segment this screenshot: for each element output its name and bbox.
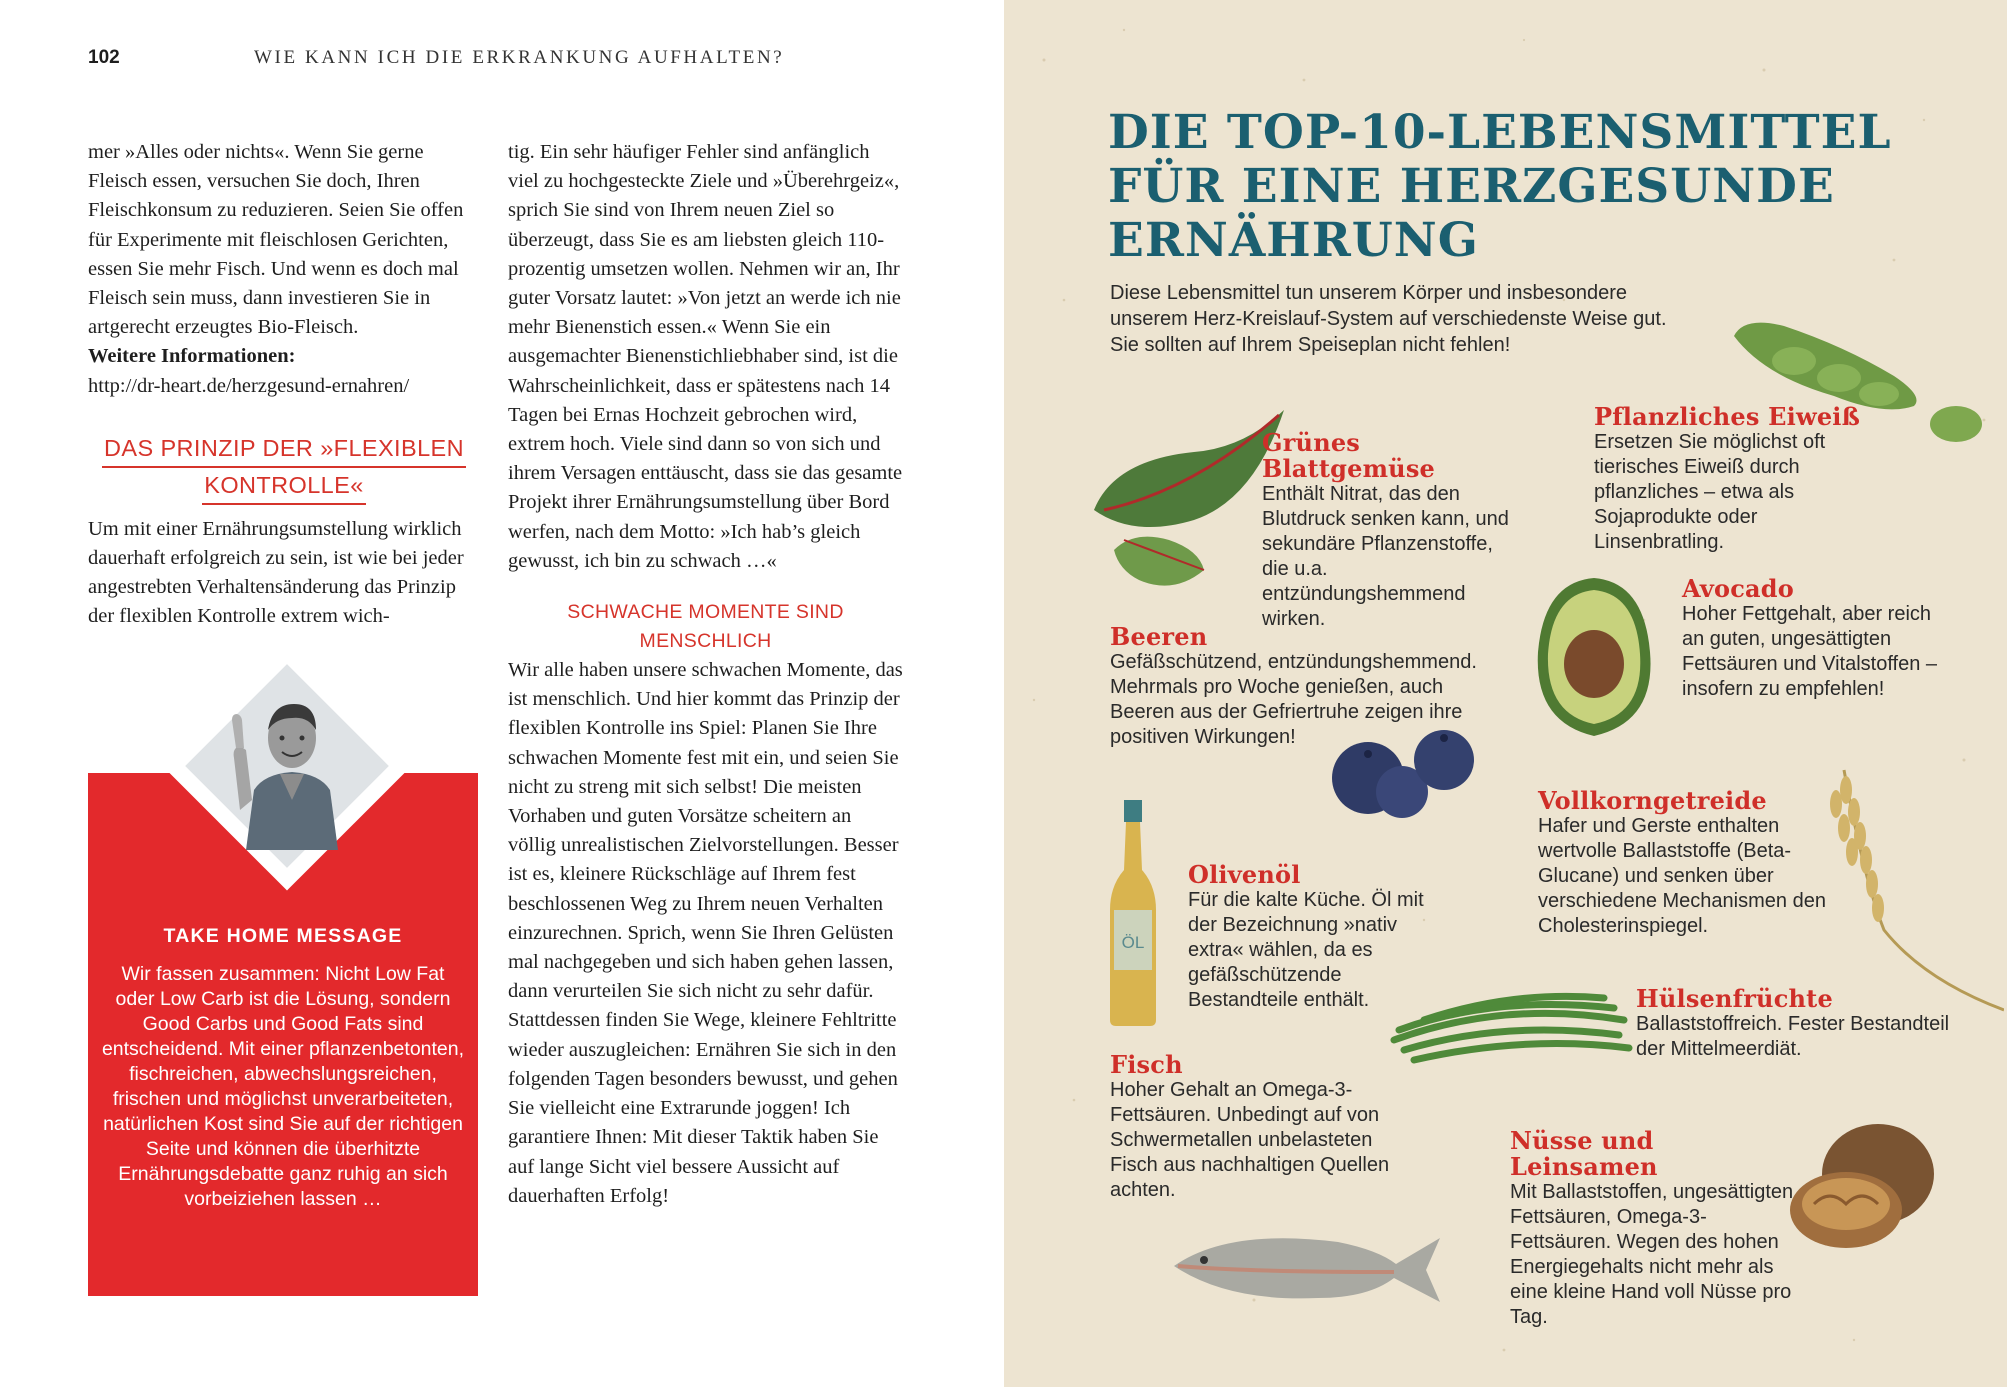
item-text: Ersetzen Sie möglichst oft tierisches Eiweiß durch pflanzliches – etwa als Sojaprodukte oder Linsenbratling. [1594, 431, 1826, 553]
sub-heading [508, 598, 903, 656]
item-heading: Avocado [1682, 574, 1794, 603]
item-legumes [1636, 986, 1956, 1062]
item-heading: Pflanzliches Eiweiß [1594, 402, 1861, 431]
item-fish [1110, 1052, 1410, 1203]
sub-heading-line1: SCHWACHE MOMENTE SIND [567, 601, 844, 624]
intro-paragraph: mer »Alles oder nichts«. Wenn Sie gerne Fleisch essen, versuchen Sie doch, Ihren Fleischkonsum zu reduzieren. Seien Sie offen für Experimente mit fleischlosen Gerichten, essen Sie mehr Fisch. Und wenn es doch mal Fleisch sein muss, dann investieren Sie in artgerecht erzeugtes Bio-Fleisch. [88, 141, 464, 339]
item-text: Mit Ballaststoffen, ungesättigten Fettsäuren, Omega-3-Fettsäuren. Wegen des hohen Energiegehalts nicht mehr als eine kleine Hand voll Nüsse pro Tag. [1510, 1181, 1794, 1328]
item-heading: Olivenöl [1188, 860, 1301, 889]
author-portrait [188, 690, 388, 850]
item-heading: Beeren [1110, 622, 1208, 651]
takehome-text: Wir fassen zusammen: Nicht Low Fat oder Low Carb ist die Lösung, sondern Good Carbs und Good Fats sind entscheidend. Mit einer pflanzenbetonten, fischreichen, abwechslungsreichen, frischen und möglichst unverarbeiteten, natürlichen Kost sind Sie auf der richtigen Seite und können die überhitzte Ernährungsdebatte ganz ruhig an sich vorbeiziehen lassen … [101, 963, 465, 1210]
section-heading-line1: DAS PRINZIP DER »FLEXIBLEN [102, 431, 466, 468]
title-line3: ERNÄHRUNG [1108, 213, 1479, 268]
more-info-link[interactable]: http://dr-heart.de/herzgesund-ernahren/ [88, 374, 410, 397]
section-paragraph: Um mit einer Ernährungsumstellung wirklich dauerhaft erfolgreich zu sein, ist wie bei jeder angestrebten Verhaltensänderung das Prinzip der flexiblen Kontrolle extrem wich- [88, 517, 464, 628]
avocado-icon [1532, 572, 1657, 742]
walnut-icon [1786, 1118, 1936, 1252]
page-number: 102 [88, 47, 120, 68]
item-wholegrain [1538, 788, 1838, 939]
item-text: Hafer und Gerste enthalten wertvolle Ballaststoffe (Beta-Glucane) und senken über verschiedene Mechanismen den Cholesterinspiegel. [1538, 815, 1826, 937]
item-text: Gefäßschützend, entzündungshemmend. Mehrmals pro Woche genießen, auch Beeren aus der Gefriertruhe zeigen ihre positiven Wirkungen! [1110, 651, 1477, 748]
continued-paragraph: tig. Ein sehr häufiger Fehler sind anfänglich viel zu hochgesteckte Ziele und »Überehrgeiz«, sprich Sie sind von Ihrem neuen Ziel so überzeugt, dass Sie es am liebsten gleich 110-prozentig umsetzen wollen. Nehmen wir an, Ihr guter Vorsatz lautet: »Von jetzt an werde ich nie mehr Bienenstich essen.« Wenn Sie ein ausgemachter Bienenstichliebhaber sind, ist die Wahrscheinlichkeit, dass er spätestens nach 14 Tagen bei Ernas Hochzeit gebrochen wird, extrem hoch. Viele sind dann so von sich und ihrem Versagen enttäuscht, dass sie das gesamte Projekt ihrer Ernährungsumstellung über Bord werfen, nach dem Motto: »Ich hab’s gleich gewusst, ich bin zu schwach …« [508, 141, 903, 572]
right-page [1004, 0, 2007, 1387]
item-text: Ballaststoffreich. Fester Bestandteil der Mittelmeerdiät. [1636, 1013, 1950, 1060]
item-nuts [1510, 1128, 1800, 1330]
right-column [508, 138, 903, 1211]
item-avocado [1682, 576, 1938, 702]
title-line2: FÜR EINE HERZGESUNDE [1108, 159, 1835, 214]
olive-oil-bottle-icon [1108, 800, 1158, 1026]
sub-heading-line2: MENSCHLICH [639, 630, 772, 653]
item-berries [1110, 624, 1480, 750]
item-heading: Grünes Blattgemüse [1262, 428, 1436, 483]
title-line1: DIE TOP-10-LEBENSMITTEL [1108, 105, 1892, 160]
item-leafy-greens [1262, 430, 1512, 632]
left-column [88, 138, 480, 632]
bottle-label: ÖL [1121, 933, 1145, 952]
item-olive-oil [1188, 862, 1448, 1013]
sub-paragraph: Wir alle haben unsere schwachen Momente, das ist menschlich. Und hier kommt das Prinzip der flexiblen Kontrolle ins Spiel: Planen Sie Ihre schwachen Momente fest mit ein, und seien Sie nicht zu streng mit sich selbst! Die meisten Vorhaben und guten Vorsätze scheitern an völlig unrealistischen Zielvorstellungen. Besser ist es, kleinere Rückschläge auf Ihrem fest beschlossenen Weg zu Ihrem neuen Verhalten einzurechnen. Sprich, wenn Sie Ihren Gelüsten mal nachgegeben und sich haben gehen lassen, dann verurteilen Sie sich nicht zu sehr dafür. Stattdessen finden Sie Wege, kleinere Fehltritte wieder auszugleichen: Ernähren Sie sich in den folgenden Tagen besonders bewusst, und gehen Sie vielleicht eine Extrarunde joggen! Ich garantiere Ihnen: Mit dieser Taktik haben Sie auf lange Sicht viel bessere Aussicht auf dauerhaften Erfolg! [508, 659, 903, 1207]
takehome-title: TAKE HOME MESSAGE [163, 925, 403, 947]
item-text: Hoher Fettgehalt, aber reich an guten, ungesättigten Fettsäuren und Vitalstoffen – insofern zu empfehlen! [1682, 603, 1937, 700]
item-heading: Vollkorngetreide [1538, 786, 1767, 815]
main-title [1108, 106, 1968, 268]
item-text: Hoher Gehalt an Omega-3-Fettsäuren. Unbedingt auf von Schwermetallen unbelasteten Fisch aus nachhaltigen Quellen achten. [1110, 1079, 1390, 1201]
item-text: Für die kalte Küche. Öl mit der Bezeichnung »nativ extra« wählen, da es gefäßschützende Bestandteile enthält. [1188, 889, 1424, 1011]
running-head: WIE KANN ICH DIE ERKRANKUNG AUFHALTEN? [254, 47, 785, 68]
item-heading: Nüsse und Leinsamen [1510, 1126, 1658, 1181]
more-info-label: Weitere Informationen: [88, 345, 296, 368]
item-heading: Fisch [1110, 1050, 1183, 1079]
fish-icon [1168, 1222, 1448, 1312]
item-heading: Hülsenfrüchte [1636, 984, 1833, 1013]
section-heading-line2: KONTROLLE« [202, 468, 365, 505]
item-plant-protein [1594, 404, 1864, 555]
intro-text: Diese Lebensmittel tun unserem Körper und insbesondere unserem Herz-Kreislauf-System auf verschiedenste Weise gut. Sie sollten auf Ihrem Speiseplan nicht fehlen! [1110, 282, 1667, 356]
item-text: Enthält Nitrat, das den Blutdruck senken kann, und sekundäre Pflanzenstoffe, die u.a. entzündungshemmend wirken. [1262, 483, 1509, 630]
section-heading [88, 431, 480, 505]
